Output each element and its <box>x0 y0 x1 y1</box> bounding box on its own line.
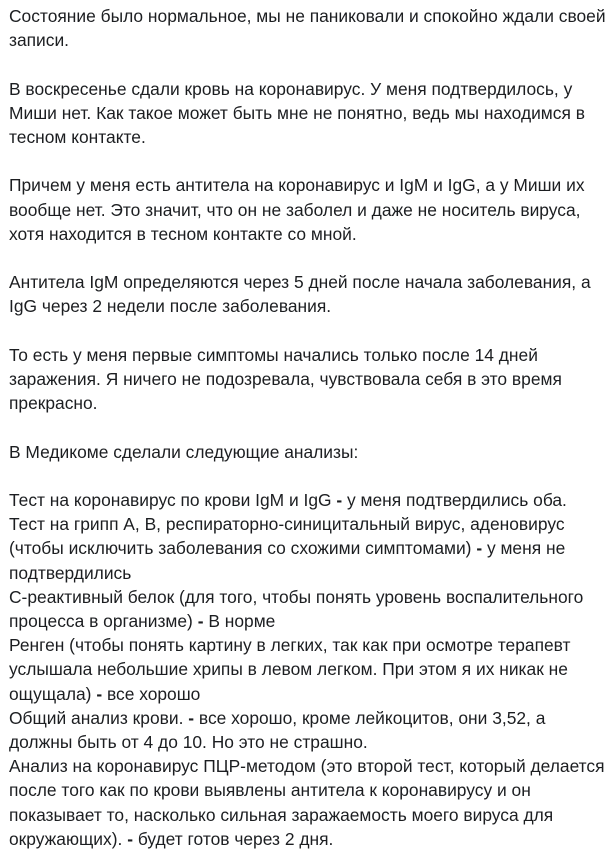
analysis-result: все хорошо, кроме лейкоцитов, они 3,52, а должны быть от 4 до 10. Но это не страшно. <box>9 707 546 752</box>
analysis-name: Анализ на коронавирус ПЦР-методом (это второй тест, который делается после того как по крови выявлены антитела к коронавирусу и он показывает то, насколько сильная заражаемость моего вируса для окружающих). <box>9 756 605 849</box>
analysis-list <box>9 488 609 851</box>
analysis-name: С-реактивный белок (для того, чтобы понять уровень воспалительного процесса в организме) <box>9 586 584 631</box>
paragraph: Причем у меня есть антитела на коронавирус и IgM и IgG, а у Миши их вообще нет. Это значит, что он не заболел и даже не носитель вируса, хотя находится в тесном контакте со мной. <box>9 175 585 244</box>
analysis-item <box>9 706 609 754</box>
analysis-name: Тест на коронавирус по крови IgM и IgG <box>9 489 332 510</box>
analysis-name: Тест на грипп А, В, респираторно-синицитальный вирус, аденовирус (чтобы исключить заболевания со схожими симптомами) <box>9 514 565 559</box>
paragraph: В Медикоме сделали следующие анализы: <box>9 441 359 462</box>
analysis-result: все хорошо <box>106 683 201 704</box>
paragraph: Антитела IgM определяются через 5 дней после начала заболевания, а IgG через 2 недели после заболевания. <box>9 272 591 317</box>
analysis-item <box>9 585 609 633</box>
analysis-result: будет готов через 2 дня. <box>137 828 334 849</box>
analysis-separator: - <box>127 828 133 849</box>
analysis-result: у меня подтвердились оба. <box>347 489 567 510</box>
analysis-name: Ренген (чтобы понять картину в легких, так как при осмотре терапевт услышала небольшие хрипы в левом легком. При этом я их никак не ощущала) <box>9 635 571 704</box>
paragraph: То есть у меня первые симптомы начались только после 14 дней заражения. Я ничего не подозревала, чувствовала себя в это время прекрасно. <box>9 344 562 414</box>
post-text <box>9 4 609 851</box>
analysis-item <box>9 488 609 512</box>
analysis-separator: - <box>336 489 343 510</box>
analysis-item <box>9 633 609 706</box>
analysis-name: Общий анализ крови. <box>9 707 184 728</box>
analysis-separator: - <box>188 707 195 728</box>
analysis-item <box>9 754 609 851</box>
paragraph: Состояние было нормальное, мы не паниковали и спокойно ждали своей записи. <box>9 6 606 51</box>
paragraph: В воскресенье сдали кровь на коронавирус. У меня подтвердилось, у Миши нет. Как такое может быть мне не понятно, ведь мы находимся в тесном контакте. <box>9 78 585 147</box>
analysis-item <box>9 512 609 585</box>
analysis-separator: - <box>476 538 483 559</box>
analysis-separator: - <box>96 683 103 704</box>
analysis-separator: - <box>197 610 204 631</box>
analysis-result: В норме <box>208 610 276 631</box>
analysis-result: у меня не подтвердились <box>9 538 566 583</box>
